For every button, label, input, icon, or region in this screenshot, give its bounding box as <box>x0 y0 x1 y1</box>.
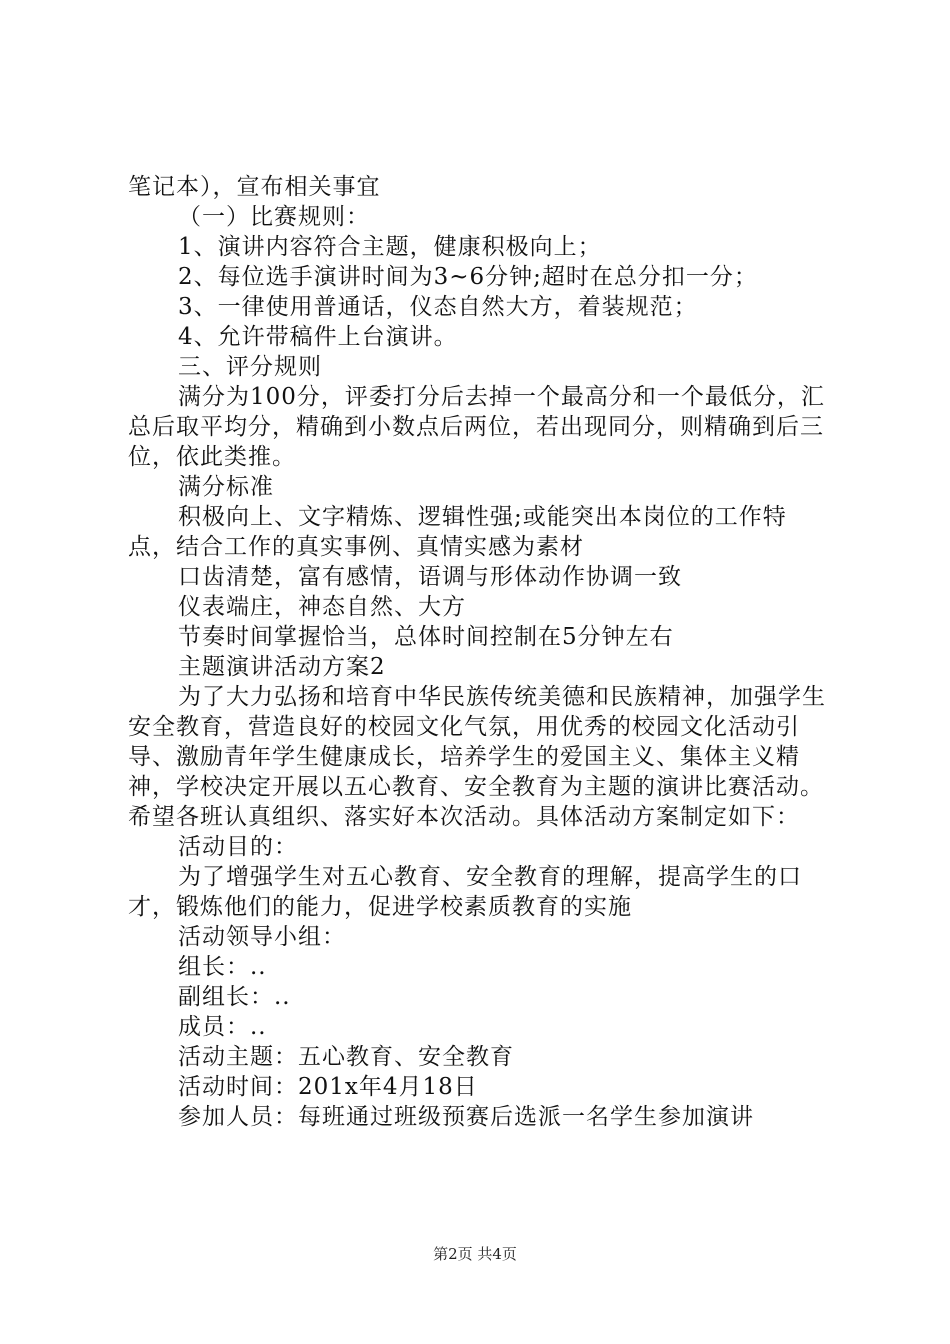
paragraph-20: 成员：.. <box>178 1014 267 1040</box>
paragraph-13: 主题演讲活动方案2 <box>178 654 386 680</box>
paragraph-23: 参加人员：每班通过班级预赛后选派一名学生参加演讲 <box>178 1104 754 1130</box>
paragraph-2: 1、演讲内容符合主题，健康积极向上； <box>178 234 602 260</box>
paragraph-8: 满分标准 <box>178 474 274 500</box>
paragraph-11: 仪表端庄，神态自然、大方 <box>178 594 466 620</box>
paragraph-16: 为了增强学生对五心教育、安全教育的理解，提高学生的口才，锻炼他们的能力，促进学校素质教育的实施 <box>128 864 802 920</box>
paragraph-9: 积极向上、文字精炼、逻辑性强;或能突出本岗位的工作特点，结合工作的真实事例、真情实感为素材 <box>128 504 787 560</box>
paragraph-15: 活动目的： <box>178 834 298 860</box>
paragraph-3: 2、每位选手演讲时间为3~6分钟;超时在总分扣一分； <box>178 264 758 290</box>
paragraph-19: 副组长：.. <box>178 984 291 1010</box>
paragraph-1: （一）比赛规则： <box>178 204 370 230</box>
paragraph-7: 满分为100分，评委打分后去掉一个最高分和一个最低分，汇总后取平均分，精确到小数点后两位，若出现同分，则精确到后三位，依此类推。 <box>128 384 825 470</box>
paragraph-14: 为了大力弘扬和培育中华民族传统美德和民族精神，加强学生安全教育，营造良好的校园文化气氛，用优秀的校园文化活动引导、激励青年学生健康成长，培养学生的爱国主义、集体主义精神，学校决定开展以五心教育、安全教育为主题的演讲比赛活动。希望各班认真组织、落实好本次活动。具体活动方案制定如下： <box>128 684 826 830</box>
paragraph-4: 3、一律使用普通话，仪态自然大方，着装规范； <box>178 294 698 320</box>
paragraph-12: 节奏时间掌握恰当，总体时间控制在5分钟左右 <box>178 624 674 650</box>
paragraph-6: 三、评分规则 <box>178 354 322 380</box>
document-body <box>128 172 832 1132</box>
paragraph-10: 口齿清楚，富有感情，语调与形体动作协调一致 <box>178 564 682 590</box>
paragraph-5: 4、允许带稿件上台演讲。 <box>178 324 458 350</box>
paragraph-17: 活动领导小组： <box>178 924 346 950</box>
page-number: 第2页 共4页 <box>433 1245 517 1263</box>
paragraph-21: 活动主题：五心教育、安全教育 <box>178 1044 514 1070</box>
paragraph-22: 活动时间：201x年4月18日 <box>178 1074 478 1100</box>
paragraph-0: 笔记本），宣布相关事宜 <box>128 174 381 200</box>
page-footer <box>0 1244 950 1264</box>
paragraph-18: 组长：.. <box>178 954 267 980</box>
